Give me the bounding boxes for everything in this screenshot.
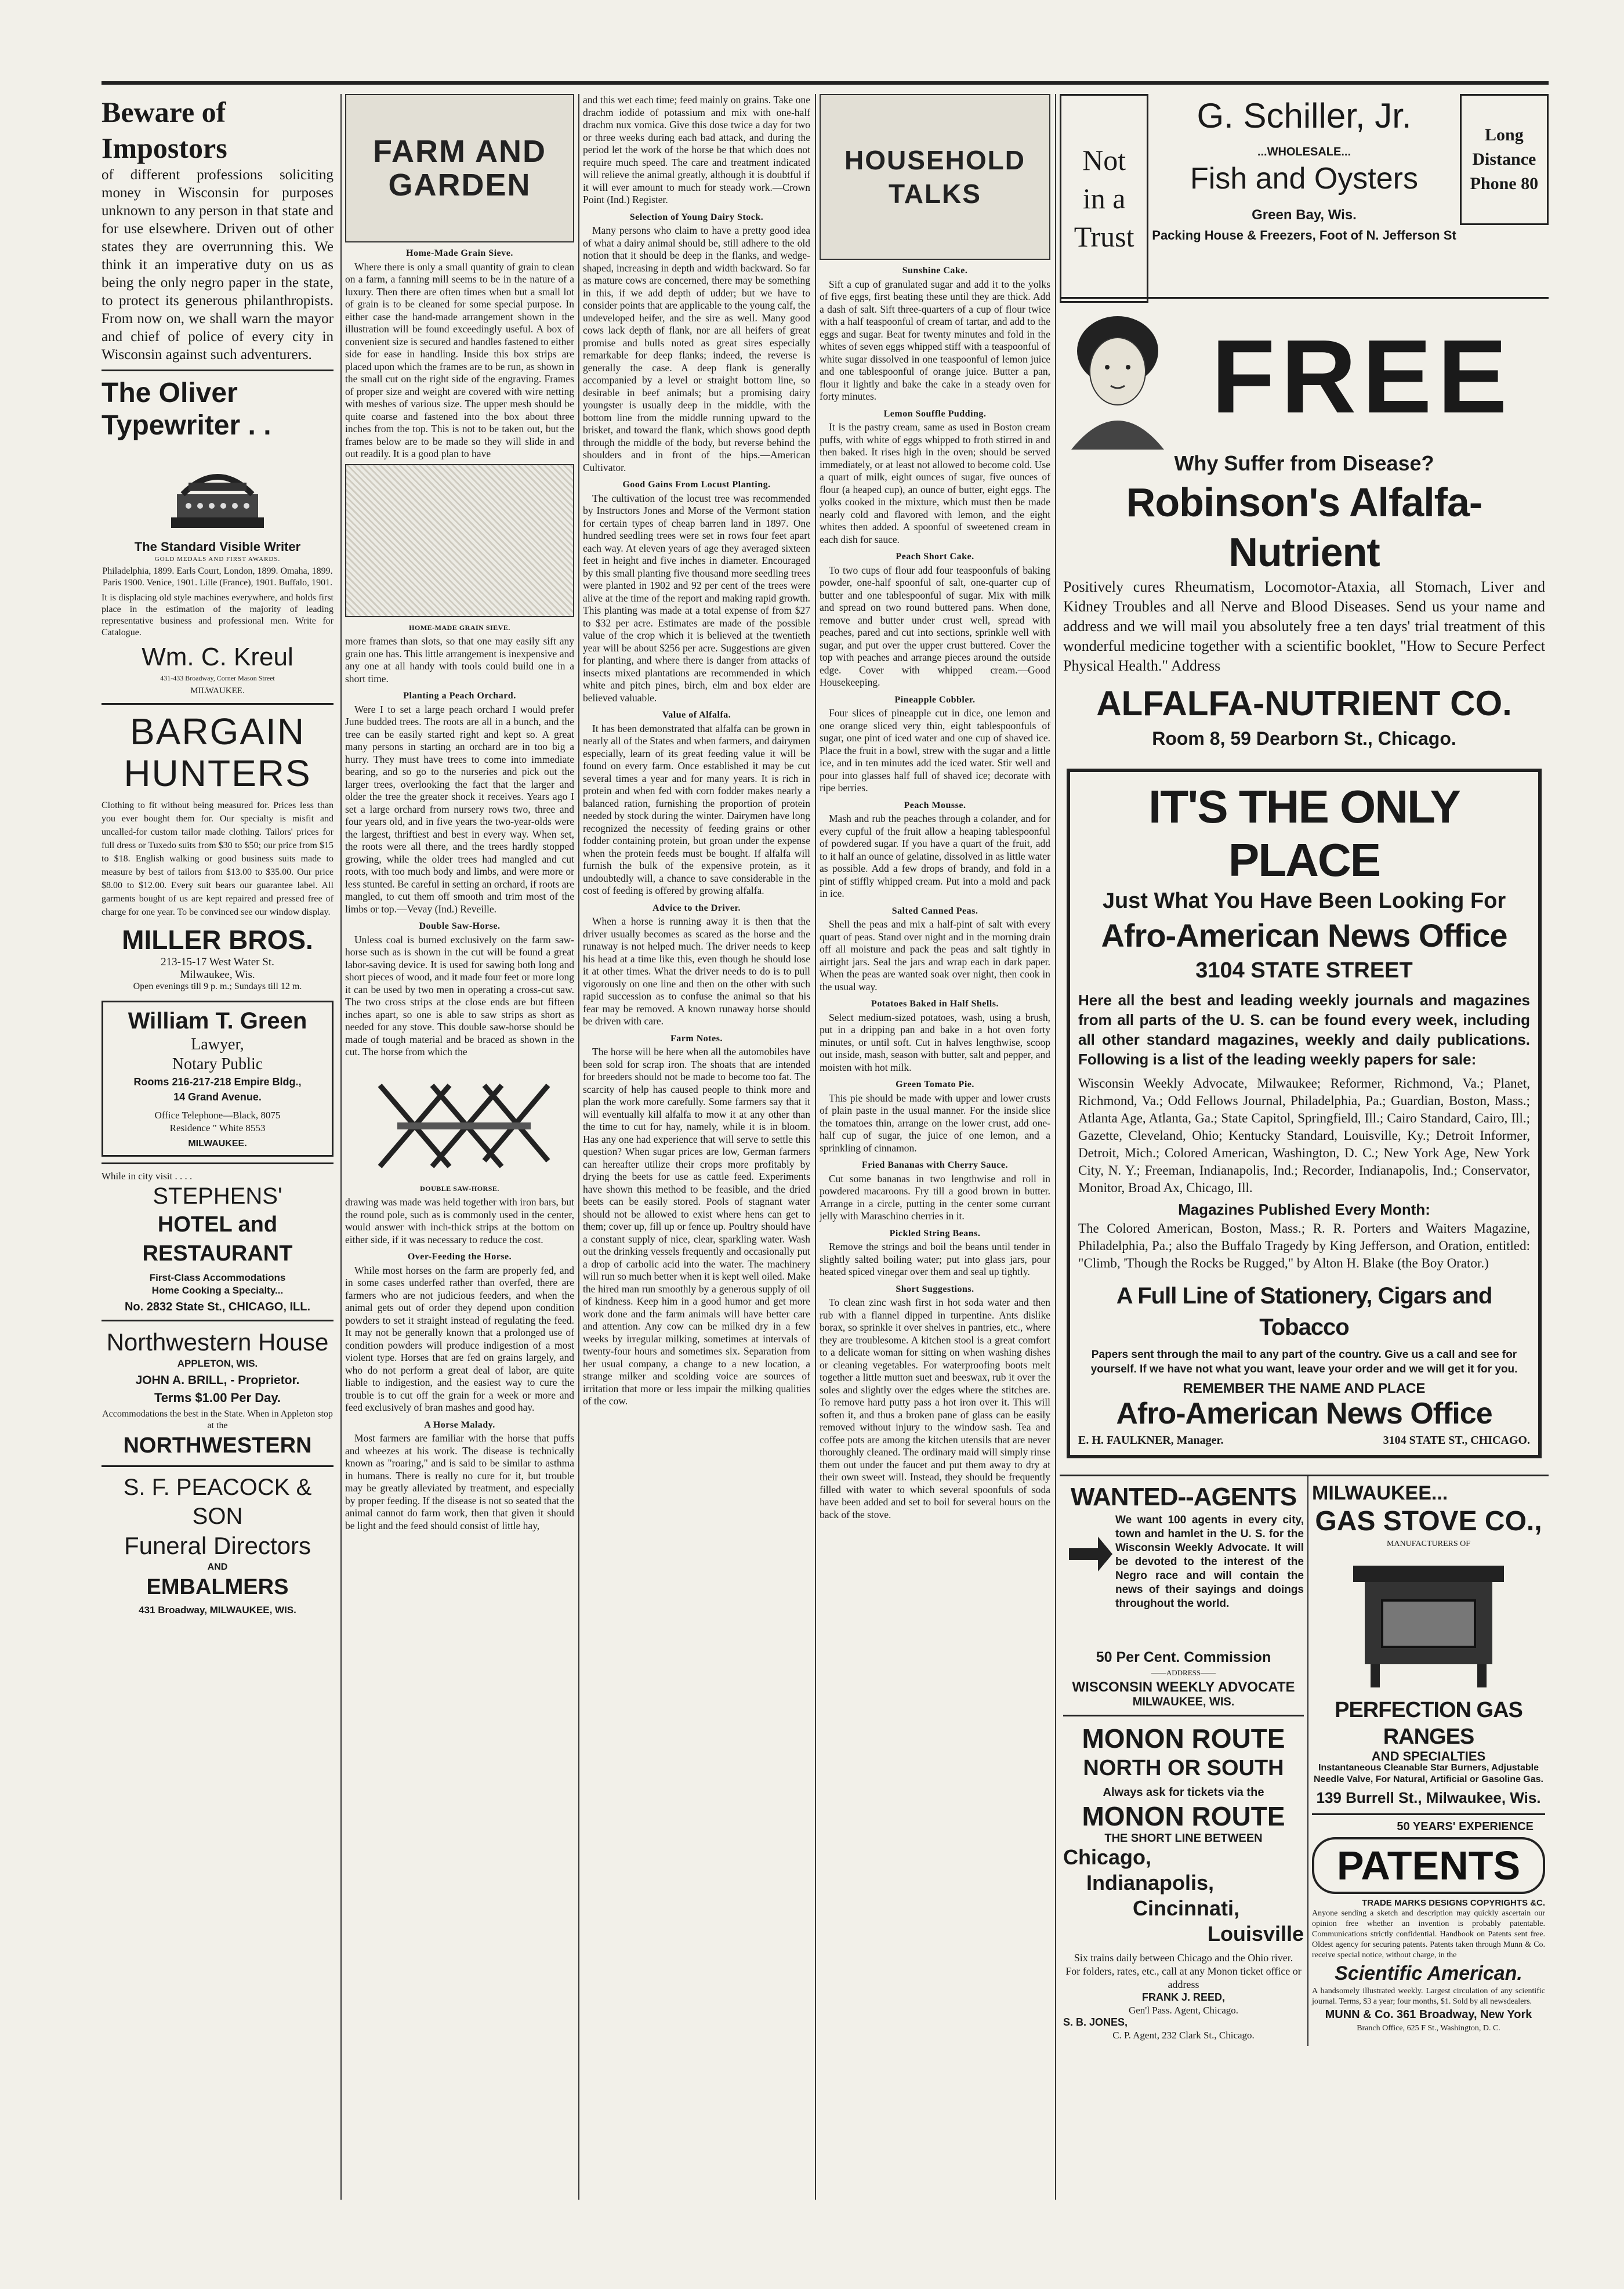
caption-saw-horse: DOUBLE SAW-HORSE. — [420, 1184, 499, 1193]
funeral-directors: Funeral Directors — [124, 1532, 311, 1559]
household-masthead — [820, 94, 1050, 260]
bargain-title: BARGAIN — [129, 711, 306, 752]
impostors-text: of different professions soliciting money in Wisconsin for purposes unknown to any person in that state and for use elsewhere. Driven out of other states they are overrunning this. We think it an imperative duty on us as being the only negro paper in the state, to protect its generous philanthropists. From now on, we shall warn the mayor and chief of police of every city in Wisconsin against such adventurers. — [102, 167, 334, 363]
city-chicago: Chicago, — [1063, 1845, 1152, 1869]
schiller-ad — [1148, 94, 1459, 303]
stephens-name: STEPHENS' — [153, 1183, 282, 1209]
north-south: NORTH OR SOUTH — [1083, 1755, 1284, 1780]
article-saw-horse-cont: drawing was made was held together with iron bars, but the round pole, such as is commonly used in the center, would answer with inch-thick strips at the bottom on either side, if it was necessary to reduce the cost. — [345, 1196, 574, 1245]
caption-grain-sieve: HOME-MADE GRAIN SIEVE. — [409, 623, 510, 632]
heading-farm-notes: Farm Notes. — [670, 1033, 723, 1044]
heading-pineapple: Pineapple Cobbler. — [894, 694, 976, 705]
phone-line-1: Long — [1485, 125, 1524, 144]
peacock-name: S. F. PEACOCK & SON — [123, 1475, 312, 1529]
green-lawyer-ad — [102, 1001, 334, 1157]
saw-horse-illustration — [345, 1062, 574, 1178]
jones-name: S. B. JONES, — [1063, 2016, 1128, 2028]
alfalfa-company: ALFALFA-NUTRIENT CO. — [1096, 684, 1512, 723]
peacock-funeral-ad — [102, 1473, 334, 1616]
fifty-years: 50 YEARS' EXPERIENCE — [1397, 1820, 1534, 1833]
heading-peach-orchard: Planting a Peach Orchard. — [403, 691, 516, 701]
nw-house: Northwestern House — [106, 1328, 329, 1356]
recipe-peach-mousse: Mash and rub the peaches through a colander, and for every cupful of the fruit allow a heaping tablespoonful of powdered sugar. If you have a quart of the fruit, add to it half an ounce of gelatine, dissolved in as little water as possible. Add a few drops of brandy, and fold in a pint of stiffly whipped cream. Put into a mold and pack in ice. — [820, 813, 1050, 899]
city-louisville: Louisville — [1207, 1922, 1304, 1946]
scientific-american: Scientific American. — [1335, 1962, 1522, 1984]
hand-pointer-icon — [1063, 1513, 1115, 1647]
green-tel-res: Residence " White 8553 — [169, 1122, 266, 1133]
farm-garden-title: FARM AND GARDEN — [373, 134, 546, 202]
recipe-tomato-pie: This pie should be made with upper and lower crusts of plain paste in the usual manner. For the inside slice the tomatoes thin, arrange on the lower crust, add one-half cup of sugar, the juice of one lemon, and a sprinkling of cinnamon. — [820, 1092, 1050, 1154]
portrait-woman — [1060, 305, 1176, 450]
recipe-bananas: Cut some bananas in two lengthwise and roll in powdered macaroons. Fry till a good brown in butter. Arrange in a circle, putting in the center some currant jelly with Maraschino cherries in it. — [820, 1172, 1050, 1222]
city-cincinnati: Cincinnati, — [1133, 1896, 1240, 1920]
always-ask: Always ask for tickets via the — [1103, 1785, 1264, 1799]
wwa-city: MILWAUKEE, WIS. — [1132, 1696, 1235, 1708]
gas-address: 139 Burrell St., Milwaukee, Wis. — [1316, 1789, 1541, 1806]
bargain-hunters-ad — [102, 711, 334, 993]
grain-sieve-illustration — [345, 464, 574, 617]
afro-list: Wisconsin Weekly Advocate, Milwaukee; Reformer, Richmond, Va.; Planet, Richmond, Va.; Odd Fellows Journal, Philadelphia, Pa.; Guardian, Boston, Mass.; Atlanta Age, Atlanta, Ga.; State Capitol, Springfield, Ill.; Cairo Standard, Cairo, Ill.; Gazette, Cleveland, Ohio; Kentucky Standard, Louisville, Ky.; Detroit Informer, Detroit, Mich.; Colored American, Washington, D. C.; New York Age, New York City, N. Y.; Freeman, Indianapolis, Ind.; Recorder, Indianapolis, Ind.; Conservator, Monitor, Broad Ax, Chicago, Ill. — [1078, 1076, 1530, 1195]
phone-line-2: Distance — [1472, 150, 1536, 169]
monon-trains: Six trains daily between Chicago and the Ohio river. — [1074, 1952, 1293, 1964]
nw-city: APPLETON, WIS. — [177, 1357, 258, 1369]
oliver-typewriter-ad — [102, 377, 334, 697]
peacock-address: 431 Broadway, MILWAUKEE, WIS. — [139, 1604, 296, 1616]
afro-office-title: Afro-American News Office — [1101, 917, 1507, 954]
gas-patents-ads — [1308, 1476, 1549, 2046]
heading-locust: Good Gains From Locust Planting. — [622, 480, 771, 490]
recipe-peach-shortcake: To two cups of flour add four teaspoonfuls of baking powder, one-half spoonful of salt, one-quarter cup of butter and one tablespoonful of sugar. Mix with milk and spread on two round buttered pans. When done, remove and butter under crust well, spread with peaches, pared and cut into sections, sprinkle well with sugar, and put over the upper crust buttered. Cover the top with peaches and arrange pieces around the outside edge. Cover with whipped cream.—Good Housekeeping. — [820, 564, 1050, 688]
heading-bananas: Fried Bananas with Cherry Sauce. — [862, 1160, 1008, 1170]
perfection-ranges: PERFECTION GAS RANGES — [1335, 1697, 1522, 1749]
article-dairy-stock: Many persons who claim to have a pretty good idea of what a dairy animal should be, still adhere to the old notion that it should be deep in the flanks, and wedge-shaped, increasing in depth and width backward. So far as mature cows are concerned, there may be something in this, if we add depth of udder; but we have to consider points that are applicable to the young calf, the undeveloped heifer, and the sire as well. Many good cows lack depth of flank, nor are all heifers of great promise and bulls noted as great sires especially remarkable for deep flanks; indeed, the reverse is generally the case. A deep flank is generally accompanied by a level or straight bottom line, so desirable in beef animals; but a promising dairy youngster is usually deep in the middle, with the bottom line from the middle running upward to the brisket, and toward the flank, which shows good depth through the middle of the body, but reverse behind the shoulders and in front of the hips.—American Cultivator. — [583, 224, 810, 473]
article-peach-orchard: Were I to set a large peach orchard I would prefer June budded trees. The roots are all in a bunch, and the tree can be easily started right and kept so. A great many persons in starting an orchard are in too big a hurry. They must have trees to come into immediate bearing, and so go to the nurseries and pick out the larger trees, overlooking the fact that the larger and older the tree the greater shock it receives. Years ago I set a large orchard from nursery rows two, three and four years old, and in five years the two-year-olds were the largest, thriftiest and best in every way. When set, the roots were all there, and the trees hardly stopped growing, while the older trees had mangled and cut roots, with too much body and limbs, and were more or less stunted. Be careful in setting an orchard, if roots are mangled, to cut them off smooth and trim most of the limbs or top.—Vevay (Ind.) Reveille. — [345, 703, 574, 915]
green-rooms: Rooms 216-217-218 Empire Bldg., — [133, 1076, 302, 1088]
heading-alfalfa: Value of Alfalfa. — [662, 710, 731, 720]
faulkner-manager: E. H. FAULKNER, Manager. — [1078, 1433, 1224, 1447]
farm-garden-masthead — [345, 94, 574, 242]
impostors-title: Beware of Impostors — [102, 96, 227, 164]
phone-box — [1460, 94, 1549, 225]
wwa-name: WISCONSIN WEEKLY ADVOCATE — [1072, 1679, 1295, 1695]
typewriter-icon — [160, 448, 276, 535]
heading-canned-peas: Salted Canned Peas. — [891, 906, 978, 916]
article-alfalfa: It has been demonstrated that alfalfa can be grown in nearly all of the States and when farmers, and dairymen especially, learn of its great feeding value it will be found on every farm. Once established it may be cut several times a year and for many years. It is rich in protein and when fed with corn fodder makes nearly a balanced ration, furnishing the proportion of protein needed by stock during the winter. Dairymen have long recognized the necessity of feeding grains or other fodder containing protein, but groan under the expense when the protein feeds must be bought. If alfalfa will furnish the bulk of the expensive protein, as it undoubtedly will, a chance to save considerable in the cost of feeding is offered by growing alfalfa. — [583, 722, 810, 896]
heading-horse-malady: A Horse Malady. — [424, 1419, 495, 1430]
gas-specialties: AND SPECIALTIES — [1371, 1748, 1486, 1763]
gas-text: Instantaneous Cleanable Star Burners, Adjustable Needle Valve, For Natural, Artificial or Gasoline Gas. — [1314, 1763, 1543, 1784]
nw-terms: Terms $1.00 Per Day. — [154, 1390, 281, 1405]
column-ads-right — [1060, 94, 1549, 2200]
sciam-text: A handsomely illustrated weekly. Largest circulation of any scientific journal. Terms, $3 a year; four months, $1. Sold by all newsdealers. — [1312, 1986, 1545, 2006]
impostors-notice — [102, 94, 334, 364]
heading-lemon-souffle: Lemon Souffle Pudding. — [883, 408, 987, 419]
oliver-title-2: Typewriter . . — [102, 410, 271, 441]
funeral-and: AND — [207, 1562, 228, 1572]
oliver-subtitle: The Standard Visible Writer — [134, 539, 301, 554]
heading-peach-mousse: Peach Mousse. — [904, 800, 966, 810]
heading-tomato-pie: Green Tomato Pie. — [896, 1080, 974, 1089]
munn-co: MUNN & Co. 361 Broadway, New York — [1325, 2008, 1532, 2021]
hunters-title: HUNTERS — [124, 752, 311, 794]
patents-title: PATENTS — [1312, 1837, 1545, 1894]
heading-peach-shortcake: Peach Short Cake. — [896, 552, 974, 562]
trust-line-3: Trust — [1074, 220, 1134, 253]
oliver-awards: Philadelphia, 1899. Earls Court, London, 1899. Omaha, 1899. Paris 1900. Venice, 1901. Lille (France), 1901. Buffalo, 1901. — [102, 566, 333, 588]
schiller-block — [1060, 94, 1549, 303]
magazines-heading: Magazines Published Every Month: — [1178, 1201, 1430, 1218]
stephens-hotel-ad — [102, 1170, 334, 1314]
top-rule — [102, 81, 1549, 85]
kreul-city: MILWAUKEE. — [190, 686, 245, 696]
alfalfa-address: Room 8, 59 Dearborn St., Chicago. — [1152, 728, 1456, 749]
heading-saw-horse: Double Saw-Horse. — [419, 921, 501, 931]
heading-driver: Advice to the Driver. — [652, 903, 741, 913]
remember-name: REMEMBER THE NAME AND PLACE — [1183, 1381, 1426, 1396]
heading-dairy-stock: Selection of Young Dairy Stock. — [629, 212, 764, 222]
heading-potatoes: Potatoes Baked in Half Shells. — [871, 999, 999, 1009]
patents-text: Anyone sending a sketch and description may quickly ascertain our opinion free whether an invention is probably patentable. Communications strictly confidential. Handbook on Patents sent free. Oldest agency for securing patents. Patents taken through Munn & Co. receive special notice, without charge, in the — [1312, 1908, 1545, 1960]
recipe-sunshine-cake: Sift a cup of granulated sugar and add it to the yolks of five eggs, first beating these until they are thick. Add a dash of salt. Sift three-quarters of a cup of flour twice with a half teaspoonful of cream of tartar, and add to the eggs and sugar. Beat for twenty minutes and fold in the whites of seven eggs whipped stiff with a teaspoonful of white sugar dissolved in one teaspoonful of lemon juice and one tablespoonful of orange juice. Butter a pan, flour it lightly and bake the cake in a steady oven for forty minutes. — [820, 278, 1050, 402]
gas-manufacturers: MANUFACTURERS OF — [1386, 1540, 1471, 1548]
green-ave: 14 Grand Avenue. — [173, 1091, 262, 1103]
gas-range-icon — [1342, 1554, 1516, 1693]
afro-street: 3104 STATE STREET — [1195, 958, 1413, 983]
article-grain-sieve: Where there is only a small quantity of grain to clean on a farm, a fanning mill seems to be in the nature of a luxury. Then there are often times when but a small lot of grain is to be cleaned for some special purpose. In either case the hand-made arrangement shown in the illustration will be found exceedingly useful. A box of convenient size is secured and handles fastened to either side for ease in handling. Inside this box strips are placed upon which the frames are to be run, as shown in the small cut on the right side of the engraving. Frames of proper size and weight are covered with wire netting with meshes of various size. The upper mesh should be quite coarse and fastened into the box about three inches from the top. This is not to be taken out, but the frames below are to be made so they will slide in and out readily. It is a good plan to have — [345, 260, 574, 459]
robinson-title: Robinson's Alfalfa-Nutrient — [1126, 480, 1482, 575]
monon-title: MONON ROUTE — [1082, 1723, 1285, 1754]
nw-accom: Accommodations the best in the State. When in Appleton stop at the — [102, 1409, 333, 1430]
reed-name: FRANK J. REED, — [1141, 1991, 1225, 2003]
article-overfeeding: While most horses on the farm are properly fed, and in some cases underfed rather than overfed, there are farmers who are not judicious feeders, and when the animal gets out of order they depend upon condition powders to set it straight instead of regulating the feed. It may not be generally known that a prolonged use of condition powders will produce indigestion of a most violent type. Horses that are fed on grains largely, and who do not perform a great deal of labor, are quite liable to indigestion, and the easiest way to cure the trouble is to cut off the grain for a week or more and feed exclusively of bran mashes and good hay. — [345, 1264, 574, 1413]
green-city: MILWAUKEE. — [188, 1139, 247, 1149]
recipe-string-beans: Remove the strings and boil the beans until tender in slightly salted boiling water; put into glass jars, pour heated spiced vinegar over them and seal up tightly. — [820, 1241, 1050, 1277]
miller-address: 213-15-17 West Water St. — [161, 956, 274, 968]
afro-intro: Here all the best and leading weekly journals and magazines from all parts of the U. S. can be found every week, including all other standard magazines, weekly and daily publications. Following is a list of the leading weekly papers for sale: — [1078, 991, 1530, 1068]
article-locust: The cultivation of the locust tree was recommended by Instructors Jones and Morse of the Vermont station for certain types of cheap barren land in 1897. One hundred seedling trees were set in rows four feet apart each way. At eleven years of age they averaged sixteen feet in height and five inches in diameter. Encouraged by this small planting five thousand more seedling trees were planted in 1902 and 92 per cent of the trees were alive at the time of the report and making rapid growth. This planting was made at a total expense of from $27 to $32 per acre. Estimates are made of the possible value of the crop which it is believed at the twentieth year will be about $256 per acre. Suggestions are given for planting, and where there is danger from attacks of insects mixed plantations are recommended in which white and pitch pines, birch, elm and box elder are believed valuable. — [583, 492, 810, 704]
schiller-fish: Fish and Oysters — [1190, 161, 1418, 195]
gas-stove-co: GAS STOVE CO., — [1315, 1506, 1542, 1537]
trade-marks: TRADE MARKS DESIGNS COPYRIGHTS &C. — [1362, 1897, 1545, 1908]
article-saw-horse: Unless coal is burned exclusively on the farm saw-horse such as is shown in the cut will be found a great labor-saving device. It is used for sawing both long and short pieces of wood, and it made four feet or more long it can be used by two men in operating a cross-cut saw. The two cross strips at the close ends are but fifteen inches apart, so one is able to saw strips as short as needed for any stove. This double saw-horse should be made of tough material and be braced as shown in the cut. The horse from which the — [345, 933, 574, 1057]
article-horse-malady: Most farmers are familiar with the horse that puffs and wheezes at his work. The disease is technically known as "roaring," and is said to be similar to asthma in humans. There is really no cure for it, but trouble may be greatly alleviated by treatment, and especially by proper feeding. If the disease is not so seated that the animal cannot do farm work, then that given it should be light and the feed should consist of little hay, — [345, 1432, 574, 1531]
bargain-text: Clothing to fit without being measured for. Prices less than you ever bought them for. Our specialty is misfit and uncalled-for custom tailor made clothing. Tailors' prices for full dress or Tuxedo suits from $30 to $50; our price from $15 to $18. English walking or good business suits made to measure by best of tailors from $13.00 to $35.00. Our price $8.00 to $12.00. Every suit bears our guarantee label. All garments bought of us are kept repaired and pressed free of charge for one year. To be convinced see our window display. — [102, 801, 334, 917]
address-label: ——ADDRESS—— — [1151, 1668, 1216, 1677]
oliver-medals: GOLD MEDALS AND FIRST AWARDS. — [154, 555, 281, 563]
article-grain-sieve-cont: more frames than slots, so that one may easily sift any grain one has. This little arrangement is inexpensive and any one at all handy with tools could build one in a short time. — [345, 635, 574, 684]
stationery-line: A Full Line of Stationery, Cigars and Tobacco — [1116, 1283, 1492, 1340]
article-horse-malady-cont: and this wet each time; feed mainly on grains. Take one drachm iodide of potassium and mix with one-half drachm nux vomica. Give this dose twice a day for two or three weeks during each bad attack, and during the period let the work of the horse be that which does not require much speed. The care and treatment indicated will relieve the animal greatly, although it is doubtful if it will ever amount to much for steady work.—Crown Point (Ind.) Register. — [583, 94, 810, 205]
newspaper-page — [102, 81, 1549, 2204]
afro-office-title-2: Afro-American News Office — [1116, 1396, 1492, 1430]
gas-milwaukee: MILWAUKEE... — [1312, 1482, 1448, 1504]
faulkner-address: 3104 STATE ST., CHICAGO. — [1383, 1433, 1530, 1447]
nw-big: NORTHWESTERN — [123, 1433, 312, 1458]
jones-title: C. P. Agent, 232 Clark St., Chicago. — [1112, 2029, 1255, 2041]
heading-grain-sieve: Home-Made Grain Sieve. — [406, 248, 513, 258]
recipe-potatoes: Select medium-sized potatoes, wash, using a brush, put in a dripping pan and bake in a hot oven forty minutes, or until soft. Cut in halves lengthwise, scoop out inside, mash, season with butter, salt and pepper, and moisten with hot milk. — [820, 1011, 1050, 1073]
recipe-pineapple: Four slices of pineapple cut in dice, one lemon and one orange sliced very thin, eight tablespoonfuls of sugar, one pint of iced water and one cup of shaved ice. Place the fruit in a bowl, strew with the sugar and a little ice, and in ten minutes add the iced water. Stir well and pour into glasses half full of shaved ice; decorate with ripe berries. — [820, 707, 1050, 794]
city-indianapolis: Indianapolis, — [1086, 1871, 1215, 1895]
green-notary: Notary Public — [172, 1055, 263, 1073]
article-farm-notes: The horse will be here when all the automobiles have been sold for scrap iron. The shoats that are intended for breeders should not be made to become too fat. The scarcity of help has caused people to think more and plan the work more carefully. Some farmers say that it will eventually kill alfalfa to mow it at any other than the time to cut for hay, namely, while it is in bloom. Has any one had experience that will serve to settle this question? When sugar prices are low, German farmers can hereafter utilize their crops more profitably by drying the beets for use as cattle feed. Experiments have shown this method to be feasible, and the dried beets can be easily stored. Pools of stagnant water should not be allowed to exist where hens can get to them; cover up, fill up or fence up. Poultry should have a constant supply of nice, clear, sparkling water. Wash out the drinking vessels frequently and occasionally put a drop of carbolic acid into the water. The machinery will run so much better when it is kept well oiled. Make the hired man run smoothly by a generous supply of oil of kindness. Keep him in a good humor and get more work done and the farm animals will have better care and attention. Any cow can be milked dry in a few weeks by irregular milking, sometimes at intervals of twenty-four hours and sometimes six. Separation from her usual company, a change to a new location, a strange milker and scolding voice are sources of irritation that more or less impair the milking qualities of the cow. — [583, 1046, 810, 1407]
oliver-text: It is displacing old style machines everywhere, and holds first place in the estimation of the majority of leading representative business and professional men. Write for Catalogue. — [102, 593, 334, 638]
just-what: Just What You Have Been Looking For — [1102, 889, 1506, 913]
commission: 50 Per Cent. Commission — [1096, 1649, 1271, 1665]
heading-suggestions: Short Suggestions. — [896, 1284, 974, 1294]
not-in-trust-box — [1060, 94, 1148, 303]
papers-sent: Papers sent through the mail to any part of the country. Give us a call and see for yourself. If we have not what you want, leave your order and we will get it for you. — [1090, 1349, 1518, 1375]
wanted-agents: WANTED--AGENTS — [1070, 1483, 1297, 1511]
schiller-wholesale: ...WHOLESALE... — [1257, 146, 1351, 158]
stephens-pre: While in city visit . . . . — [102, 1170, 193, 1182]
short-line: THE SHORT LINE BETWEEN — [1104, 1831, 1263, 1845]
column-farm-cont — [583, 94, 810, 2200]
column-farm-garden — [345, 94, 574, 2200]
recipe-suggestions: To clean zinc wash first in hot soda water and then rub with a flannel dipped in turpentine. Ants dislike borax, so sprinkle it over shelves in pantries, etc., where they are troublesome. A kitchen stool is a great comfort to a delicate woman for sitting on when washing dishes or cleaning vegetables. For waterproofing boots melt together a little mutton suet and beeswax, rub it over the soles and slightly over the edges where the stitches are. To remove hard putty pass a hot iron over it. This will soften it, and thus a broken pane of glass can be easily removed without injury to the window sash. Tea and coffee pots are among the kitchen utensils that are never thoroughly cleaned. The ordinary maid will simply rinse them out under the faucet and put them away to dry at their own sweet will. Instead, they should be frequently filled with water to which several spoonfuls of soda have been added and set to boil for several hours on the back of the stove. — [820, 1296, 1050, 1520]
wanted-text: We want 100 agents in every city, town and hamlet in the U. S. for the Wisconsin Weekly Advocate. It will be devoted to the interest of the Negro race and will contain the news of their sayings and doings throughout the world. — [1115, 1514, 1304, 1610]
hotel-address: No. 2832 State St., CHICAGO, ILL. — [124, 1301, 311, 1313]
miller-hours: Open evenings till 9 p. m.; Sundays till 12 m. — [133, 981, 302, 991]
reed-title: Gen'l Pass. Agent, Chicago. — [1128, 2004, 1239, 2016]
kreul-name: Wm. C. Kreul — [142, 643, 293, 671]
hotel-restaurant: HOTEL and RESTAURANT — [142, 1212, 293, 1266]
green-tel-office: Office Telephone—Black, 8075 — [154, 1110, 281, 1121]
article-driver: When a horse is running away it is then that the driver usually becomes as scared as the horse and the runaway is not helped much. The driver needs to keep his head at a time like this, even though he should lose it at other times. What the driver needs to do is to pull vigorously on one line and then on the other with such rapid succession as to confuse the animal so that his fear may be removed. A known runaway horse should be driven with care. — [583, 915, 810, 1027]
embalmers: EMBALMERS — [146, 1574, 289, 1599]
kreul-address: 431-433 Broadway, Corner Mason Street — [160, 674, 275, 682]
schiller-city: Green Bay, Wis. — [1252, 207, 1357, 223]
trust-line-2: in a — [1082, 182, 1126, 215]
schiller-packing: Packing House & Freezers, Foot of N. Jefferson St — [1152, 228, 1456, 242]
monon-title-2: MONON ROUTE — [1082, 1801, 1285, 1831]
green-name: William T. Green — [128, 1008, 307, 1034]
phone-line-3: Phone 80 — [1470, 174, 1539, 193]
miller-city: Milwaukee, Wis. — [180, 968, 255, 981]
oliver-title: The Oliver — [102, 378, 238, 408]
news-office-ad — [1067, 769, 1542, 1458]
northwestern-house-ad — [102, 1327, 334, 1460]
only-place-headline: IT'S THE ONLY PLACE — [1148, 781, 1460, 886]
column-ads-left — [102, 94, 334, 2200]
column-household — [820, 94, 1050, 2200]
monon-folders: For folders, rates, etc., call at any Monon ticket office or address — [1065, 1965, 1302, 1990]
agents-monon-ads — [1060, 1476, 1308, 2046]
nw-proprietor: JOHN A. BRILL, - Proprietor. — [135, 1374, 300, 1387]
munn-branch: Branch Office, 625 F St., Washington, D. C. — [1357, 2023, 1500, 2033]
hotel-sub2: Home Cooking a Specialty... — [151, 1284, 284, 1296]
household-title: HOUSEHOLD TALKS — [844, 145, 1025, 209]
why-suffer: Why Suffer from Disease? — [1174, 451, 1434, 475]
heading-overfeeding: Over-Feeding the Horse. — [407, 1252, 512, 1262]
green-lawyer: Lawyer, — [191, 1035, 244, 1053]
magazines-list: The Colored American, Boston, Mass.; R. R. Porters and Waiters Magazine, Philadelphia, Pa.; also the Buffalo Tragedy by King Jefferson, and Oration, entitled: "Climb, 'Though the Rocks be Rugged," by Alton H. Blake (the Boy Orator.) — [1078, 1221, 1530, 1270]
heading-sunshine-cake: Sunshine Cake. — [902, 266, 968, 276]
robinson-text: Positively cures Rheumatism, Locomotor-Ataxia, all Stomach, Liver and Kidney Troubles and all Nerve and Blood Diseases. Send us your name and address and we will mail you absolutely free a ten days' trial treatment of this wonderful medicine together with a scientific booklet, "How to Secure Perfect Physical Health." Address — [1063, 578, 1545, 674]
free-headline: FREE — [1211, 318, 1513, 435]
recipe-lemon-souffle: It is the pastry cream, same as used in Boston cream puffs, with white of eggs whipped to froth stirred in and then baked. It rises high in the oven; should be served immediately, or at least not allowed to become cold. Use a quart of milk, eight ounces of sugar, five ounces of flour (a heaped cup), an ounce of butter, eight eggs. The yolks cooked in the mixture, which must then be made nearly cold and flavored with lemon, and the eight whites then added. A spoonful of sweetened cream in each dish for sauce. — [820, 421, 1050, 545]
miller-bros: MILLER BROS. — [122, 925, 313, 955]
heading-string-beans: Pickled String Beans. — [889, 1228, 981, 1238]
hotel-sub1: First-Class Accommodations — [149, 1272, 286, 1283]
schiller-name: G. Schiller, Jr. — [1197, 96, 1412, 135]
recipe-canned-peas: Shell the peas and mix a half-pint of salt with every quart of peas. Stand over night and in the morning drain off all moisture and pack the peas and salt tightly in airtight jars. Seal the jars and wrap each in dark paper. When the peas are wanted soak over night, then cook in the usual way. — [820, 918, 1050, 993]
alfalfa-ad — [1060, 305, 1549, 751]
trust-line-1: Not — [1082, 144, 1126, 176]
